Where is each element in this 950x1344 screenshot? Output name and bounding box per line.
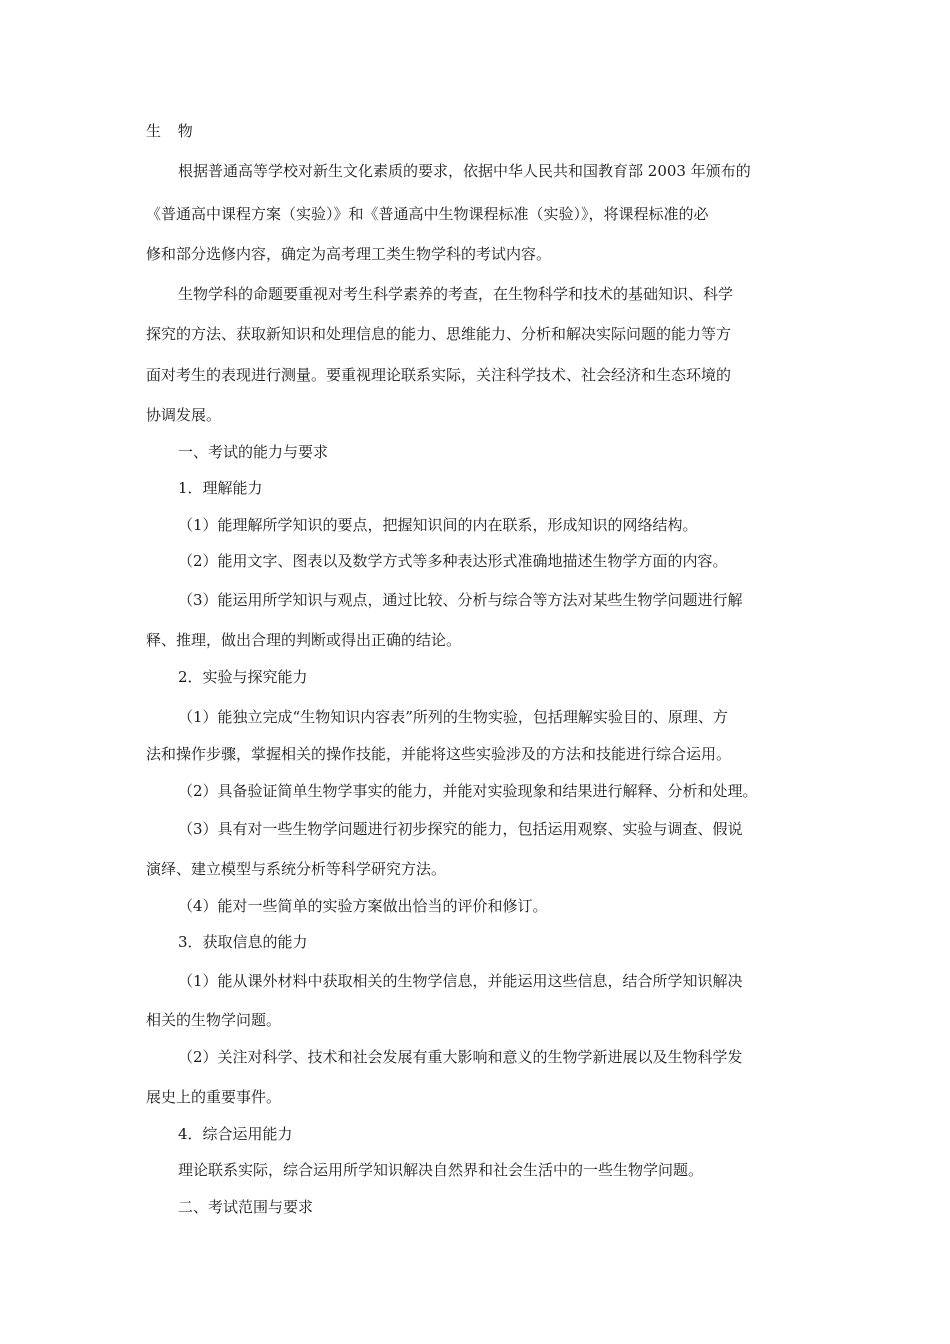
section-heading: 一、考试的能力与要求 <box>178 443 329 461</box>
list-item-continuation: 法和操作步骤，掌握相关的操作技能，并能将这些实验涉及的方法和技能进行综合运用。 <box>146 745 732 763</box>
page-title: 生 物 <box>146 122 199 140</box>
list-item-continuation: 展史上的重要事件。 <box>146 1088 282 1106</box>
list-item: （2）能用文字、图表以及数学方式等多种表达形式准确地描述生物学方面的内容。 <box>178 552 728 570</box>
list-item: （1）能从课外材料中获取相关的生物学信息，并能运用这些信息，结合所学知识解决 <box>178 972 743 990</box>
paragraph-line: 《普通高中课程方案（实验）》和《普通高中生物课程标准（实验）》，将课程标准的必 <box>146 205 709 223</box>
list-item: （2）关注对科学、技术和社会发展有重大影响和意义的生物学新进展以及生物科学发 <box>178 1048 743 1066</box>
subsection-heading: 2．实验与探究能力 <box>178 668 308 686</box>
paragraph-line: 探究的方法、获取新知识和处理信息的能力、思维能力、分析和解决实际问题的能力等方 <box>146 325 732 343</box>
paragraph-line: 理论联系实际，综合运用所学知识解决自然界和社会生活中的一些生物学问题。 <box>178 1161 704 1179</box>
section-heading: 二、考试范围与要求 <box>178 1198 314 1216</box>
list-item: （3）能运用所学知识与观点，通过比较、分析与综合等方法对某些生物学问题进行解 <box>178 591 743 609</box>
paragraph-line: 协调发展。 <box>146 406 222 424</box>
list-item: （2）具备验证简单生物学事实的能力，并能对实验现象和结果进行解释、分析和处理。 <box>178 782 758 800</box>
paragraph-line: 生物学科的命题要重视对考生科学素养的考查，在生物科学和技术的基础知识、科学 <box>178 285 734 303</box>
paragraph-line: 面对考生的表现进行测量。要重视理论联系实际，关注科学技术、社会经济和生态环境的 <box>146 366 732 384</box>
paragraph-line: 修和部分选修内容，确定为高考理工类生物学科的考试内容。 <box>146 245 552 263</box>
subsection-heading: 1．理解能力 <box>178 479 263 497</box>
subsection-heading: 3．获取信息的能力 <box>178 933 308 951</box>
list-item: （3）具有对一些生物学问题进行初步探究的能力，包括运用观察、实验与调查、假说 <box>178 820 743 838</box>
list-item-continuation: 相关的生物学问题。 <box>146 1011 282 1029</box>
subsection-heading: 4．综合运用能力 <box>178 1125 293 1143</box>
list-item: （1）能独立完成“生物知识内容表”所列的生物实验，包括理解实验目的、原理、方 <box>178 708 728 726</box>
paragraph-line: 根据普通高等学校对新生文化素质的要求，依据中华人民共和国教育部 2003 年颁布的 <box>178 162 751 180</box>
list-item-continuation: 演绎、建立模型与系统分析等科学研究方法。 <box>146 860 447 878</box>
list-item-continuation: 释、推理，做出合理的判断或得出正确的结论。 <box>146 631 462 649</box>
list-item: （1）能理解所学知识的要点，把握知识间的内在联系，形成知识的网络结构。 <box>178 516 698 534</box>
list-item: （4）能对一些简单的实验方案做出恰当的评价和修订。 <box>178 897 548 915</box>
